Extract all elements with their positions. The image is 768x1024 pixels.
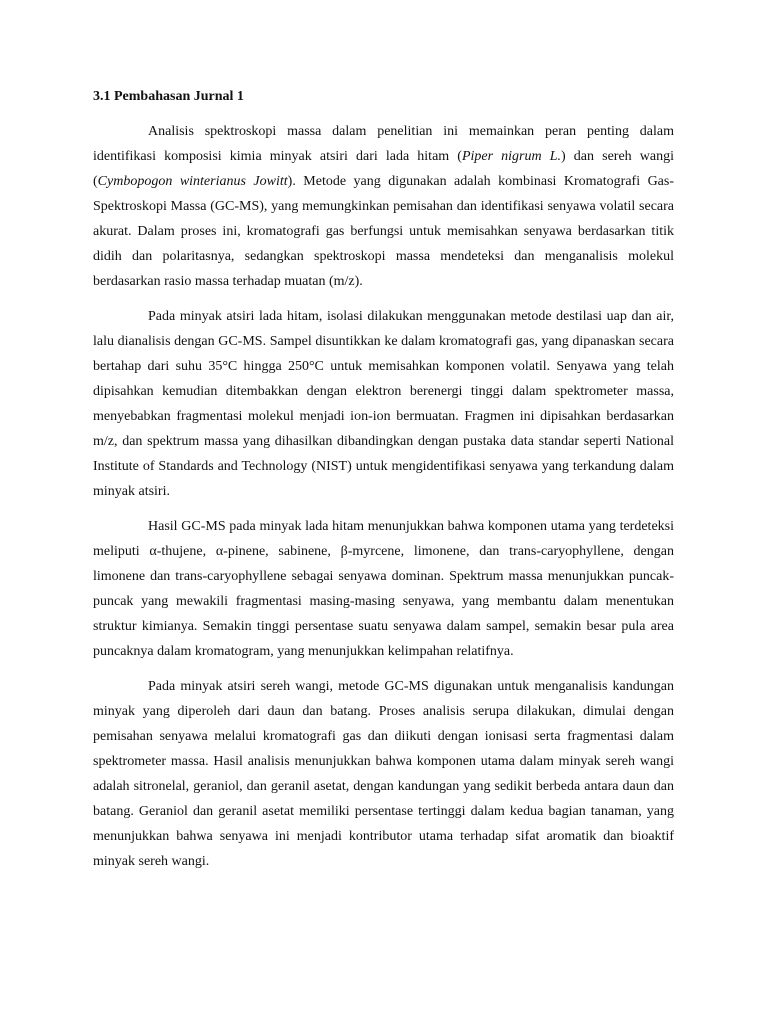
paragraph [93, 514, 674, 664]
text-segment: Analisis spektroskopi massa dalam penelitian ini memainkan peran penting dalam identifikasi komposisi kimia minyak atsiri dari lada hitam ( [93, 124, 674, 164]
italic-text: Piper nigrum L. [461, 149, 562, 164]
text-segment: Pada minyak atsiri sereh wangi, metode GC-MS digunakan untuk menganalisis kandungan minyak yang diperoleh dari daun dan batang. Proses analisis serupa dilakukan, dimulai dengan pemisahan senyawa melalui kromatografi gas dan diikuti dengan ionisasi serta fragmentasi dalam spektrometer massa. Hasil analisis menunjukkan bahwa komponen utama dalam minyak sereh wangi adalah sitronelal, geraniol, dan geranil asetat, dengan kandungan yang sedikit berbeda antara daun dan batang. Geraniol dan geranil asetat memiliki persentase tertinggi dalam kedua bagian tanaman, yang menunjukkan bahwa senyawa ini menjadi kontributor utama terhadap sifat aromatik dan bioaktif minyak sereh wangi. [93, 679, 674, 869]
section-heading: 3.1 Pembahasan Jurnal 1 [93, 89, 244, 104]
text-segment: ). Metode yang digunakan adalah kombinasi Kromatografi Gas-Spektroskopi Massa (GC-MS), yang memungkinkan pemisahan dan identifikasi senyawa volatil secara akurat. Dalam proses ini, kromatografi gas berfungsi untuk memisahkan senyawa berdasarkan titik didih dan polaritasnya, sedangkan spektroskopi massa mendeteksi dan menganalisis molekul berdasarkan rasio massa terhadap muatan (m/z). [93, 174, 675, 289]
paragraph [93, 304, 674, 504]
text-segment: ) dan sereh wangi ( [93, 149, 674, 189]
paragraph [93, 119, 674, 294]
document-page [93, 87, 674, 884]
text-segment: Hasil GC-MS pada minyak lada hitam menunjukkan bahwa komponen utama yang terdeteksi meliputi α-thujene, α-pinene, sabinene, β-myrcene, limonene, dan trans-caryophyllene, dengan limonene dan trans-caryophyllene sebagai senyawa dominan. Spektrum massa menunjukkan puncak-puncak yang mewakili fragmentasi masing-masing senyawa, yang membantu dalam menentukan struktur kimianya. Semakin tinggi persentase suatu senyawa dalam sampel, semakin besar pula area puncaknya dalam kromatogram, yang menunjukkan kelimpahan relatifnya. [93, 519, 674, 659]
paragraph [93, 674, 674, 874]
text-segment: Pada minyak atsiri lada hitam, isolasi dilakukan menggunakan metode destilasi uap dan air, lalu dianalisis dengan GC-MS. Sampel disuntikkan ke dalam kromatografi gas, yang dipanaskan secara bertahap dari suhu 35°C hingga 250°C untuk memisahkan komponen volatil. Senyawa yang telah dipisahkan kemudian ditembakkan dengan elektron berenergi tinggi dalam spektrometer massa, menyebabkan fragmentasi molekul menjadi ion-ion bermuatan. Fragmen ini dipisahkan berdasarkan m/z, dan spektrum massa yang dihasilkan dibandingkan dengan pustaka data standar seperti National Institute of Standards and Technology (NIST) untuk mengidentifikasi senyawa yang terkandung dalam minyak atsiri. [93, 309, 674, 499]
italic-text: Cymbopogon winterianus Jowitt [97, 174, 288, 189]
body-text [93, 119, 674, 874]
